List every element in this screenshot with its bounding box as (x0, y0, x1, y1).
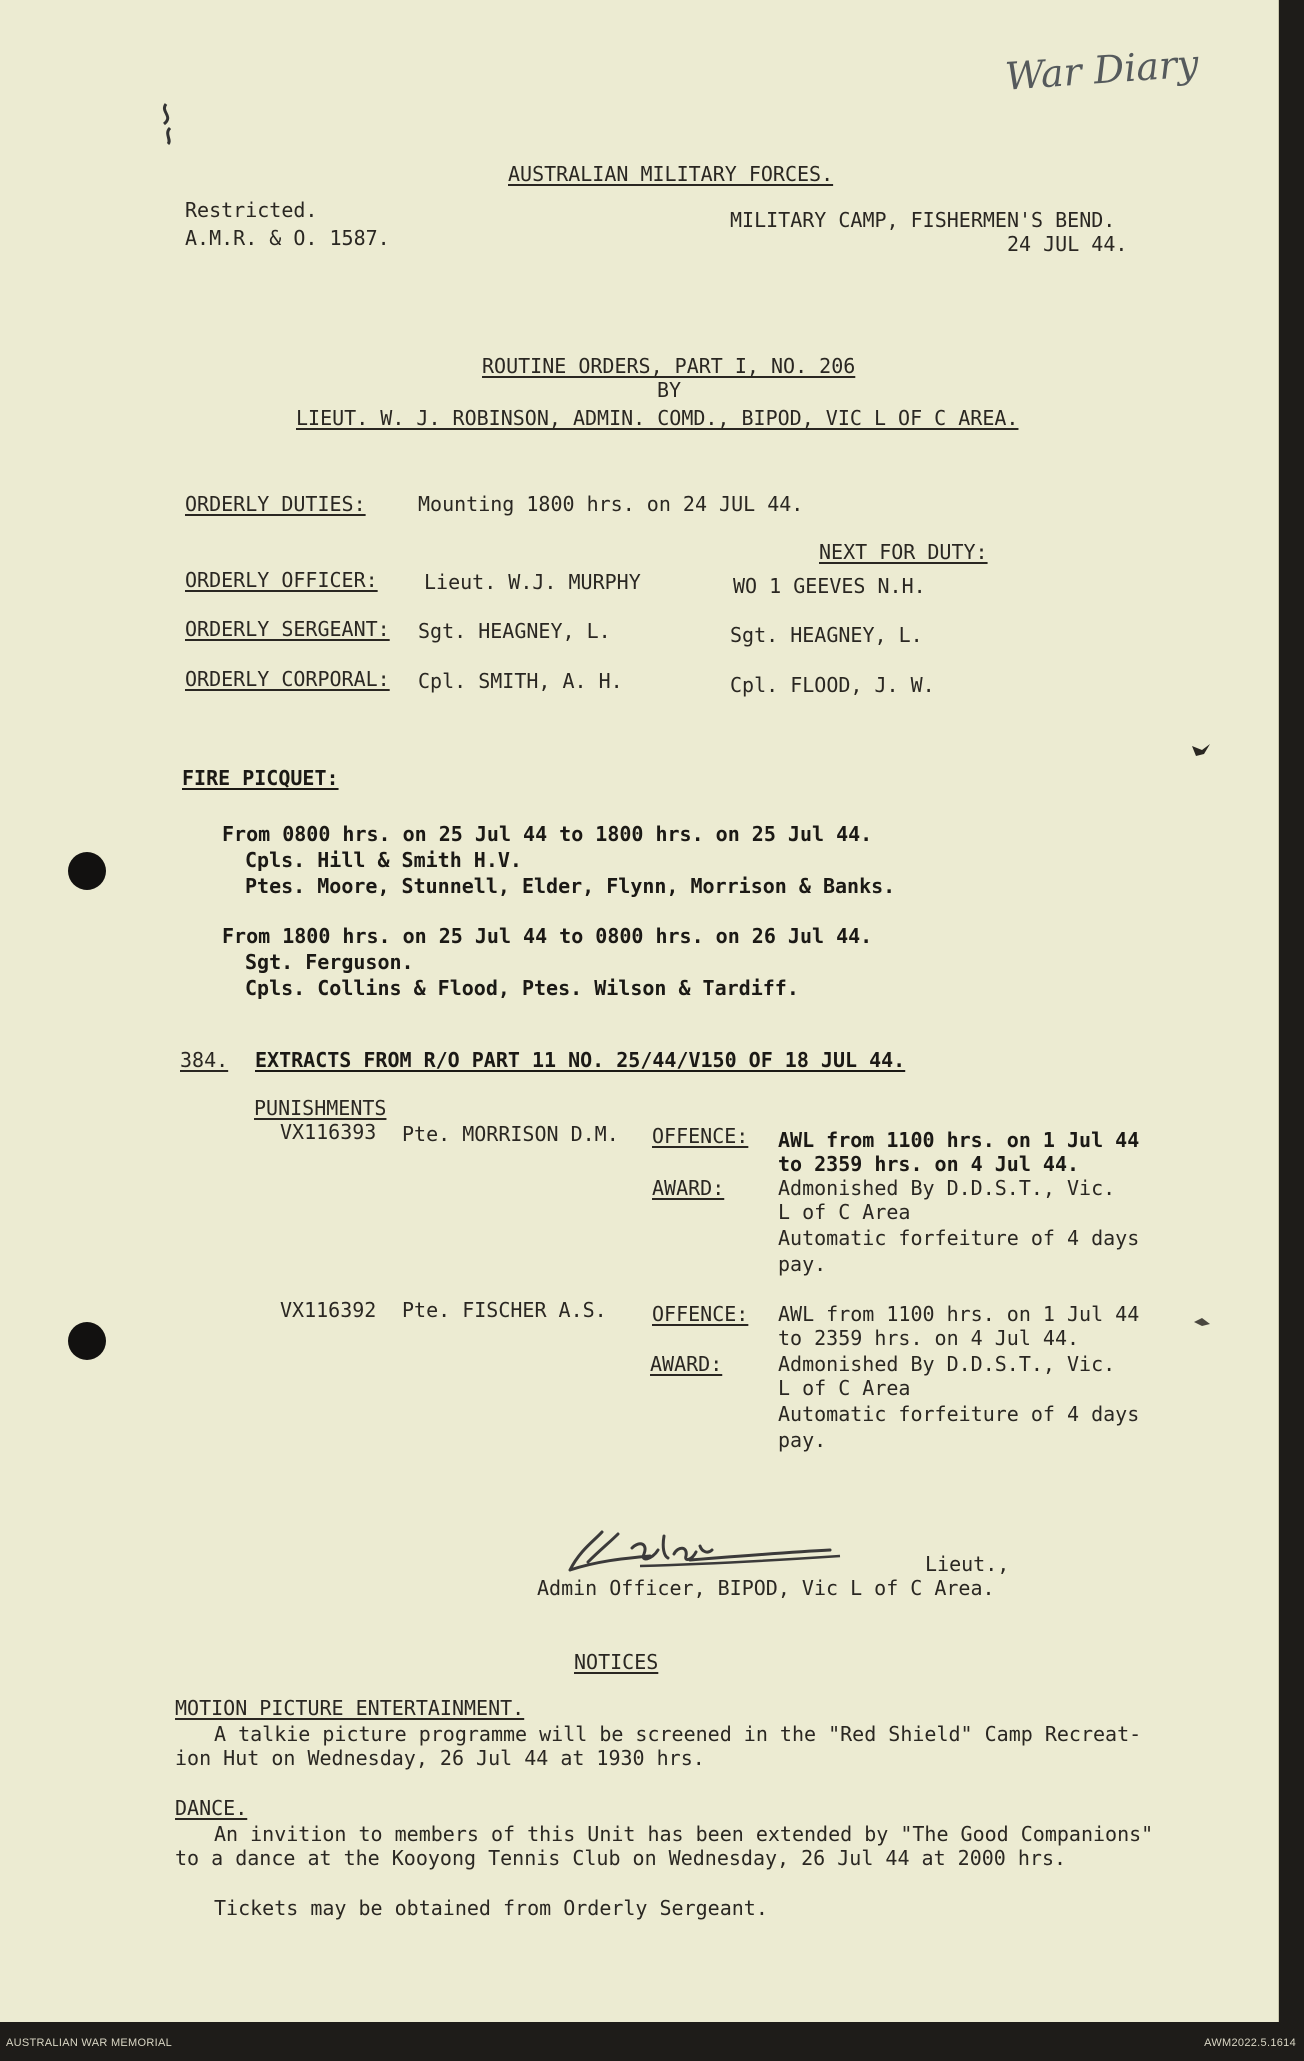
motion-picture-line2: ion Hut on Wednesday, 26 Jul 44 at 1930 hrs. (175, 1746, 705, 1770)
handwritten-annotation: War Diary (1003, 41, 1200, 99)
orderly-officer-label: ORDERLY OFFICER: (185, 568, 378, 592)
punishment-2-award-label: AWARD: (650, 1352, 723, 1376)
signature-rank: Lieut., (925, 1552, 1010, 1576)
routine-orders-title: ROUTINE ORDERS, PART I, NO. 206 (482, 354, 856, 378)
picquet-shift2-time: From 1800 hrs. on 25 Jul 44 to 0800 hrs. on 26 Jul 44. (222, 924, 873, 948)
motion-picture-line1: A talkie picture programme will be screened in the "Red Shield" Camp Recreat- (214, 1722, 1142, 1746)
archive-name: AUSTRALIAN WAR MEMORIAL (6, 2037, 173, 2049)
picquet-shift1-cpls: Cpls. Hill & Smith H.V. (245, 848, 522, 872)
document-header-title: AUSTRALIAN MILITARY FORCES. (508, 162, 834, 186)
punishment-2-name: Pte. FISCHER A.S. (402, 1298, 607, 1322)
punishment-1-name: Pte. MORRISON D.M. (402, 1122, 619, 1146)
picquet-shift2-sgt: Sgt. Ferguson. (245, 950, 414, 974)
punishment-2-award-line4: pay. (778, 1428, 827, 1452)
punishment-1-offence-label: OFFENCE: (652, 1124, 749, 1148)
orderly-sergeant-current: Sgt. HEAGNEY, L. (418, 619, 611, 643)
orderly-officer-current: Lieut. W.J. MURPHY (424, 570, 641, 594)
punishment-2-id: VX116392 (280, 1298, 377, 1322)
punishment-1-award-line4: pay. (778, 1252, 827, 1276)
punishment-1-award-label: AWARD: (652, 1176, 725, 1200)
signature-title: Admin Officer, BIPOD, Vic L of C Area. (537, 1576, 995, 1600)
tear-mark-icon (1192, 1316, 1214, 1334)
orderly-corporal-label: ORDERLY CORPORAL: (185, 667, 390, 691)
punishment-2-offence-label: OFFENCE: (652, 1302, 749, 1326)
pencil-mark-icon (156, 100, 180, 148)
punishment-2-offence-line1: AWL from 1100 hrs. on 1 Jul 44 (778, 1302, 1140, 1326)
next-for-duty-heading: NEXT FOR DUTY: (819, 540, 988, 564)
camp-location: MILITARY CAMP, FISHERMEN'S BEND. (730, 208, 1116, 232)
picquet-shift2-others: Cpls. Collins & Flood, Ptes. Wilson & Tardiff. (245, 976, 799, 1000)
punishment-2-offence-line2: to 2359 hrs. on 4 Jul 44. (778, 1326, 1080, 1350)
orderly-officer-next: WO 1 GEEVES N.H. (733, 574, 926, 598)
punishment-1-id: VX116393 (280, 1120, 377, 1144)
punch-hole (68, 852, 106, 890)
motion-picture-heading: MOTION PICTURE ENTERTAINMENT. (175, 1696, 525, 1720)
archive-footer (0, 2025, 1304, 2061)
fire-picquet-heading: FIRE PICQUET: (182, 766, 339, 790)
punishments-heading: PUNISHMENTS (254, 1096, 387, 1120)
punishment-2-award-line3: Automatic forfeiture of 4 days (778, 1402, 1140, 1426)
punishment-1-award-line1: Admonished By D.D.S.T., Vic. (778, 1176, 1116, 1200)
dance-line1: An invition to members of this Unit has been extended by "The Good Companions" (214, 1822, 1154, 1846)
archive-reference: AWM2022.5.1614 (1204, 2037, 1296, 2049)
signature-block (540, 1520, 850, 1582)
orders-by: BY (657, 378, 682, 402)
orderly-sergeant-next: Sgt. HEAGNEY, L. (730, 623, 923, 647)
picquet-shift1-time: From 0800 hrs. on 25 Jul 44 to 1800 hrs. on 25 Jul 44. (222, 822, 873, 846)
document-date: 24 JUL 44. (1007, 232, 1128, 256)
punishment-2-award-line2: L of C Area (778, 1376, 911, 1400)
punishment-2-award-line1: Admonished By D.D.S.T., Vic. (778, 1352, 1116, 1376)
dance-line2: to a dance at the Kooyong Tennis Club on Wednesday, 26 Jul 44 at 2000 hrs. (175, 1846, 1067, 1870)
handwritten-signature (540, 1520, 850, 1582)
dance-heading: DANCE. (175, 1796, 248, 1820)
punishment-1-offence-line1: AWL from 1100 hrs. on 1 Jul 44 (778, 1128, 1140, 1152)
picquet-shift1-ptes: Ptes. Moore, Stunnell, Elder, Flynn, Morrison & Banks. (245, 874, 896, 898)
orderly-corporal-current: Cpl. SMITH, A. H. (418, 669, 623, 693)
orderly-duties-label: ORDERLY DUTIES: (185, 492, 366, 516)
regulation-ref: A.M.R. & O. 1587. (185, 226, 390, 250)
tear-mark-icon (1190, 742, 1212, 760)
restricted-label: Restricted. (185, 198, 318, 222)
orders-commander: LIEUT. W. J. ROBINSON, ADMIN. COMD., BIPOD, VIC L OF C AREA. (296, 406, 1019, 430)
extracts-number: 384. (180, 1048, 229, 1072)
punch-hole (68, 1322, 106, 1360)
punishment-1-award-line3: Automatic forfeiture of 4 days (778, 1226, 1140, 1250)
notices-heading: NOTICES (574, 1650, 659, 1674)
punishment-1-offence-line2: to 2359 hrs. on 4 Jul 44. (778, 1152, 1080, 1176)
dance-line3: Tickets may be obtained from Orderly Sergeant. (214, 1896, 768, 1920)
extracts-heading: EXTRACTS FROM R/O PART 11 NO. 25/44/V150 OF 18 JUL 44. (255, 1048, 906, 1072)
mounting-time: Mounting 1800 hrs. on 24 JUL 44. (418, 492, 804, 516)
orderly-sergeant-label: ORDERLY SERGEANT: (185, 617, 390, 641)
orderly-corporal-next: Cpl. FLOOD, J. W. (730, 673, 935, 697)
punishment-1-award-line2: L of C Area (778, 1200, 911, 1224)
